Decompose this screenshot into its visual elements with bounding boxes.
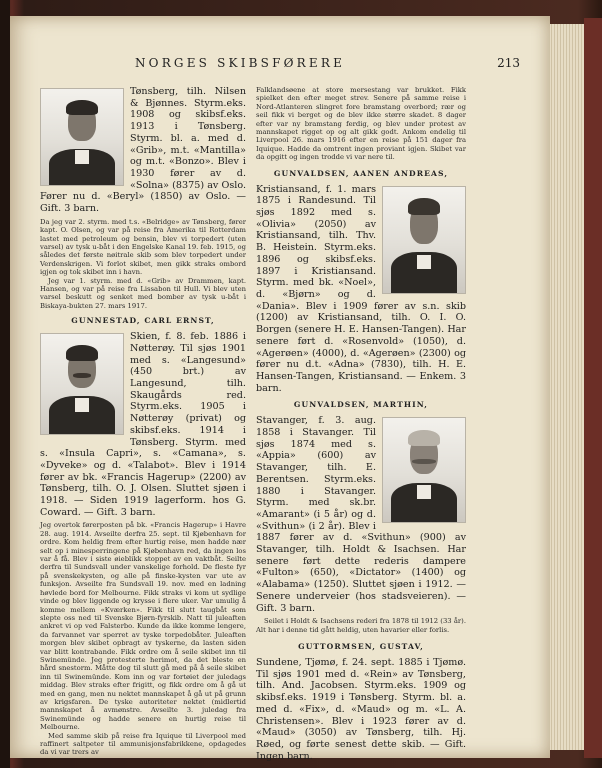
page-edges <box>546 24 586 750</box>
entry-note: Med samme skib på reise fra Iquique til Liverpool med raffinert saltpeter til ammunisjonsfabrikkene, opdagedes da vi var trers av <box>40 731 246 757</box>
entry-text: Skien, f. 8. feb. 1886 i Nøtterøy. Til sjøs 1901 med s. «Langesund» (450 brt.) av Langesund, tilh. Skaugårds red. Styrm.eks. 1905 i Nøtterøy (privat) og skibsf.eks. 1914 i Tønsberg. Styrm. med s. «Insula Capri», s. «Camana», s. «Dyveke» og d. «Talabot». Blev i 1914 fører av bk. «Francis Hagerup» (2200) av Tønsberg, tilh. O. J. Olsen. Sluttet sjøen i 1918. — Siden 1919 lagerform. hos G. Coward. — Gift. 3 barn. <box>40 331 246 518</box>
entry-text: Stavanger, f. 3. aug. 1858 i Stavanger. Til sjøs 1874 med s. «Appia» (600) av Stavanger, tilh. E. Berentsen. Styrm.eks. 1880 i Stavanger. Styrm. med sk.br. «Amarant» (i 5 år) og d. «Svithun» (i 2 år). Blev i 1887 fører av d. «Svithun» (900) av Stavanger, tilh. Holdt & Isachsen. Har senere ført dette rederis dampere «Fulton» (650), «Dictator» (1400) og «Alabama» (1250). Sluttet sjøen i 1912. — Senere underveier (hos stadsveieren). — Gift. 3 barn. <box>256 415 466 614</box>
running-title: NORGES SKIBSFØRERE <box>134 56 346 70</box>
portrait-photo <box>382 417 466 523</box>
entry-heading: GUNNESTAD, CARL ERNST, <box>71 316 215 326</box>
entry-heading: GUNVALDSEN, AANEN ANDREAS, <box>273 168 449 178</box>
right-column <box>256 86 466 762</box>
left-column <box>40 86 246 757</box>
page-number: 213 <box>497 56 520 70</box>
entry-note: Jeg overtok førerposten på bk. «Francis Hagerup» i Havre 28. aug. 1914. Avseilte derfra 25. sept. til Kjøbenhavn for ordre. Kom heldig frem efter hurtig reise, men hadde nær selt op i minesperringene på Kjøbenhavn red, da ingen los var å få. Blev i siste øieblikk stoppet av en vaktbåt. Seilte derfra til Sundsvall under vanskelige forhold. De fleste fyr på svenskekysten, og alle på finske-kysten var ute av funksjon. Avseilte fra Sundsvall 19. nov. med en ladning høvlede bord for Melbourne. Fikk straks vi kom ut sydlige vinde og blev liggende og krysse i flere uker. Var umulig å komme mellem «Kværken». Fikk til slutt taugbåt som slepte oss ned til Svenske Bjørn-fyrskib. Natt til juleaften ankret vi op ved Falsterbo. Kunde da ikke komme lengere, da farvannet var sperret av tyske torpedobåter. Juleaften morgen blev skibet opbragt av tyskerne, da lasten siden var blitt kontrabande. Fikk ordre om å seile skibet inn til Swinemünde. Jeg protesterte herimot, da det bleste en hård snestorm. Måtte dog til slutt gå med på å seile skibet inn til Swinemünde. Kom inn og var fortøiet der juledags middag. Blev straks efter frigitt, og fikk ordre om å gå ut med en gang, men nu nektet mannskapet å gå ut på grunn av krigsfaren. De tyske autoriteter nektet (midlertid mannskapet å avmønstre. Avseilte 3. juledag fra Swinemünde og hadde senere en hurtig reise til Melbourne. <box>40 521 246 732</box>
entry-note: Falklandsøene at store mersestang var brukket. Fikk spielket den efter meget strev. Senere på samme reise i Nord-Atlanteren slingret fore bramstang overbord; rær og seil fikk vi berget og de blev ikke større skadet. 8 dager efter var ny bramstang ferdig, og blev under protest av mannskapet rigget op og alt gikk godt. Ankom endelig til Liverpool 26. mars 1916 efter en reise på 151 dager fra Iquique. Hadde da omtrent ingen proviant igjen. Skibet var da opgitt og ingen trodde vi var nere til. <box>256 86 466 162</box>
running-header <box>20 56 540 74</box>
entry-heading: GUNVALDSEN, MARTHIN, <box>293 400 429 410</box>
entry-note: Jeg var 1. styrm. med d. «Grib» av Drammen, kapt. Hansen, og var på reise fra Lissabon til Hull. Vi blev uten varsel beskutt og senket med bomber av tysk u-båt i Biskaya-bukten 27. mars 1917. <box>40 276 246 310</box>
portrait-photo <box>40 88 124 186</box>
cover-edge <box>584 18 602 758</box>
entry-text: Tønsberg, tilh. Nilsen & Bjønnes. Styrm.eks. 1908 og skibsf.eks. 1913 i Tønsberg. Styrm. bl. a. med d. «Grib», m.t. «Mantilla» og m.t. «Bonzo». Blev i 1930 fører av d. «Solna» (8375) av Oslo. Fører nu d. «Beryl» (1850) av Oslo. — Gift. 3 barn. <box>40 86 246 215</box>
entry-text: Kristiansand, f. 1. mars 1875 i Randesund. Til sjøs 1892 med s. «Olivia» (2050) av Kristiansand, tilh. Thv. B. Heistein. Styrm.eks. 1896 og skibsf.eks. 1897 i Kristiansand. Styrm. med bk. «Noel», d. «Bjørn» og d. «Dania». Blev i 1909 fører av s.n. skib (1200) av Kristiansand, tilh. O. I. O. Borgen (senere H. E. Hansen-Tangen). Har senere ført d. «Rosenvold» (1050), d. «Agerøen» (4000), d. «Agerøen» (2300) og fører nu d.t. «Adna» (7830), tilh. H. E. Hansen-Tangen, Kristiansand. — Enkem. 3 barn. <box>256 183 466 394</box>
portrait-photo <box>40 333 124 435</box>
entry-note: Seilet i Holdt & Isachsens rederi fra 1878 til 1912 (33 år). Alt har i denne tid gått heldig, uten havarier eller forlis. <box>256 617 466 634</box>
portrait-photo <box>382 186 466 294</box>
entry-text: Sundene, Tjømø, f. 24. sept. 1885 i Tjømø. Til sjøs 1901 med d. «Rein» av Tønsberg, tilh. And. Jacobsen. Styrm.eks. 1909 og skibsf.eks. 1919 i Tønsberg. Styrm. bl. a. med d. «Fix», d. «Maud» og m. «L. A. Christensen». Blev i 1923 fører av d. «Maud» (3050) av Tønsberg, tilh. Hj. Røed, og førte senest dette skib. — Gift. Ingen barn. <box>256 657 466 762</box>
book-spine <box>0 0 10 768</box>
entry-heading: GUTTORMSEN, GUSTAV, <box>298 642 424 652</box>
entry-note: Da jeg var 2. styrm. med t.s. «Belridge» av Tønsberg, fører kapt. O. Olsen, og var på reise fra Amerika til Rotterdam lastet med petroleum og bensin, blev vi torpedert (uten varsel) av tysk u-båt i den Engelske Kanal 19. feb. 1915, og således det første nøitrale skib som blev torpedert under Verdenskrigen. Vi forlot skibet, men gikk straks ombord igjen og tok skibet inn i havn. <box>40 217 246 277</box>
